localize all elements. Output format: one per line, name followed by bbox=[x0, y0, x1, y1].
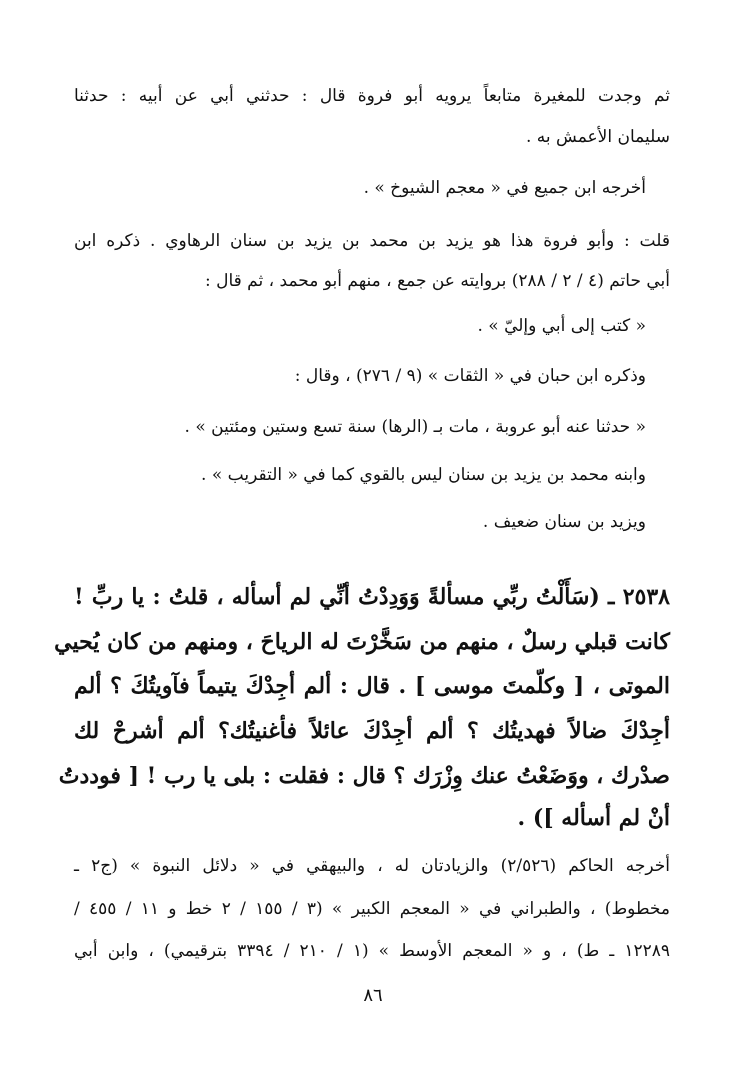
text-line: ويزيد بن سنان ضعيف . bbox=[482, 512, 646, 532]
text-line: وذكره ابن حبان في « الثقات » (٩ / ٢٧٦) ، وقال : bbox=[294, 366, 646, 386]
hadith-line: الموتى ، [ وكلّمتَ موسى ] . قال : ألم أجِدْكَ يتيماً فآويتُكَ ؟ ألم bbox=[74, 673, 670, 699]
hadith-line: ٢٥٣٨ ـ (سَأَلْتُ ربِّي مسألةً وَوَدِدْتُ أنِّي لم أسأله ، قلتُ : يا ربِّ ! bbox=[74, 584, 670, 610]
text-line: قلت : وأبو فروة هذا هو يزيد بن محمد بن يزيد بن سنان الرهاوي . ذكره ابن bbox=[74, 231, 670, 251]
text-line: أبي حاتم (٤ / ٢ / ٢٨٨) بروايته عن جمع ، منهم أبو محمد ، ثم قال : bbox=[204, 271, 670, 291]
hadith-line: أنْ لم أسأله ]) . bbox=[517, 805, 670, 831]
text-line: مخطوط) ، والطبراني في « المعجم الكبير » (٣ / ١٥٥ / ٢ خط و ١١ / ٤٥٥ / bbox=[74, 899, 670, 919]
hadith-line: كانت قبلي رسلٌ ، منهم من سَخَّرْتَ له الرياحَ ، ومنهم من كان يُحيي bbox=[54, 629, 670, 655]
text-line: أخرجه ابن جميع في « معجم الشيوخ » . bbox=[363, 178, 646, 198]
page-number: ٨٦ bbox=[363, 985, 383, 1006]
text-line: « حدثنا عنه أبو عروبة ، مات بـ (الرها) سنة تسع وستين ومئتين » . bbox=[184, 417, 646, 437]
text-line: أخرجه الحاكم (٢/٥٢٦) والزيادتان له ، والبيهقي في « دلائل النبوة » (ج٢ ـ bbox=[74, 856, 670, 876]
hadith-line: صدْرك ، ووَضَعْتُ عنك وِزْرَك ؟ قال : فقلت : بلى يا رب ! [ فوددتُ bbox=[58, 763, 670, 789]
text-line: سليمان الأعمش به . bbox=[525, 127, 670, 147]
text-line: وابنه محمد بن يزيد بن سنان ليس بالقوي كما في « التقريب » . bbox=[201, 465, 646, 485]
hadith-line: أجِدْكَ ضالاً فهديتُك ؟ ألم أجِدْكَ عائلاً فأغنيتُك؟ ألم أشرحْ لك bbox=[74, 718, 670, 744]
text-line: ثم وجدت للمغيرة متابعاً يرويه أبو فروة قال : حدثني أبي عن أبيه : حدثنا bbox=[74, 86, 670, 106]
text-line: « كتب إلى أبي وإليّ » . bbox=[477, 316, 646, 336]
text-line: ١٢٢٨٩ ـ ط) ، و « المعجم الأوسط » (١ / ٢١٠ / ٣٣٩٤ بترقيمي) ، وابن أبي bbox=[74, 941, 670, 961]
